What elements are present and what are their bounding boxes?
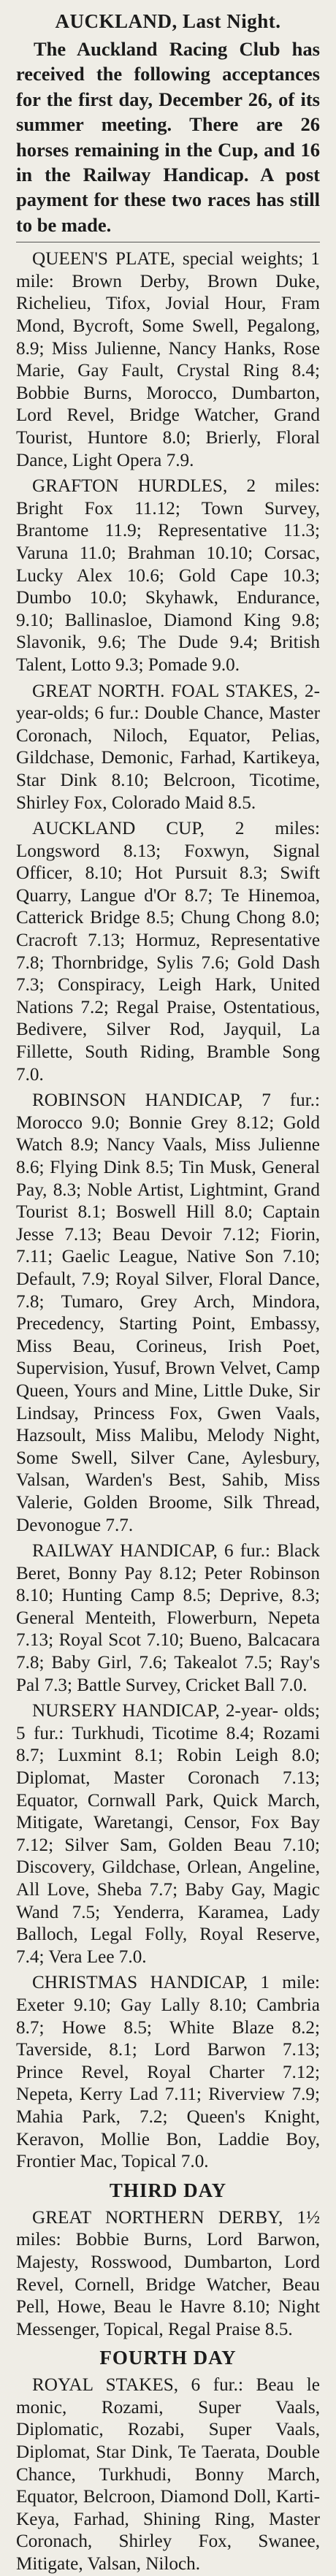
race-entries: 2-year-olds; 6 fur.: Double Chance, Master Coronach, Niloch, Equator, Pelias, Gildchase, Demonic, Farhad, Kartikeya, Star Dink 8.10; Belcroon, Ticotime, Shirley Fox, Colorado Maid 8.5. <box>16 681 320 813</box>
race-great-northern-derby <box>16 2207 320 2342</box>
race-heading: ROYAL STAKES, 6 fur.: Beau le <box>32 2375 320 2396</box>
race-entries: 8.13; Foxwyn, Signal Officer, 8.10; Hot Pursuit 8.3; Swift Quarry, Langue d'Or 8.7; Te Hinemoa, Catterick Bridge 8.5; Chung Chong 8.0; Cracroft 7.13; Hormuz, Representative 7.8; Thornbridge, Sylis 7.6; Gold Dash 7.3; Conspiracy, Leigh Hark, United Nations 7.2; Regal Praise, Ostentatious, Bedivere, Silver Rod, Jayquil, La Fillette, South Riding, Bramble Song 7.0. <box>16 841 320 1085</box>
race-heading: ROBINSON HANDICAP, 7 fur.: <box>32 1090 320 1111</box>
race-royal-stakes <box>16 2374 320 2575</box>
race-railway-handicap <box>16 1540 320 1697</box>
race-heading: CHRISTMAS HANDICAP, 1 mile: <box>32 1973 320 1993</box>
race-great-north-foal-stakes <box>16 681 320 815</box>
race-christmas-handicap <box>16 1972 320 2173</box>
race-grafton-hurdles <box>16 475 320 676</box>
race-heading: NURSERY HANDICAP, 2-year- <box>32 1701 279 1721</box>
race-heading: QUEEN'S PLATE, special weights; <box>32 249 304 270</box>
race-entries: Bright Fox 11.12; Town Survey, Brantome 11.9; Representative 11.3; Varuna 11.0; Brahman 10.10; Corsac, Lucky Alex 10.6; Gold Cape 10.3; Dumbo 10.0; Skyhawk, Endurance, 9.10; Ballinasloe, Diamond King 9.8; Slavonik, 9.6; The Dude 9.4; British Talent, Lotto 9.3; Pomade 9.0. <box>16 498 320 675</box>
race-heading: RAILWAY HANDICAP, 6 fur.: <box>32 1541 271 1562</box>
race-heading: GREAT NORTHERN DERBY, 1½ <box>32 2207 320 2228</box>
fourth-day-heading: FOURTH DAY <box>99 2347 237 2369</box>
race-entries: Morocco 9.0; Bonnie Grey 8.12; Gold Watch 8.9; Nancy Vaals, Miss Julienne 8.6; Flying Dink 8.5; Tin Musk, General Pay, 8.3; Noble Artist, Lightmint, Grand Tourist 8.1; Boswell Hill 8.0; Captain Jesse 7.13; Beau Devoir 7.12; Fiorin, 7.11; Gaelic League, Native Son 7.10; Default, 7.9; Royal Silver, Floral Dance, 7.8; Tumaro, Grey Arch, Mindora, Precedency, Starting Point, Embassy, Miss Beau, Corineus, Irish Poet, Supervision, Yusuf, Brown Velvet, Camp Queen, Yours and Mine, Little Duke, Sir Lindsay, Princess Fox, Gwen Vaals, Hazsoult, Miss Malibu, Melody Night, Some Swell, Silver Cane, Aylesbury, Valsan, Warden's Best, Sahib, Miss Valerie, Golden Broome, Silk Thread, Devonogue 7.7. <box>16 1112 320 1535</box>
race-heading: AUCKLAND CUP, 2 miles: Longsword <box>16 819 320 861</box>
race-entries: Black Beret, Bonny Pay 8.12; Peter Robinson 8.10; Hunting Camp 8.5; Deprive, 8.3; General Menteith, Flowerburn, Nepeta 7.13; Royal Scot 7.10; Bueno, Balcacara 7.8; Baby Girl, 7.6; Takealot 7.5; Ray's Pal 7.3; Battle Survey, Cricket Ball 7.0. <box>16 1541 320 1695</box>
race-auckland-cup <box>16 818 320 1086</box>
race-queens-plate <box>16 248 320 472</box>
race-nursery-handicap <box>16 1700 320 1968</box>
dateline: AUCKLAND, Last Night. <box>55 10 281 32</box>
race-entries: Exeter 9.10; Gay Lally 8.10; Cambria 8.7; Howe 8.5; White Blaze 8.2; Taverside, 8.1; Lord Barwon 7.13; Prince Revel, Royal Charter 7.12; Nepeta, Kerry Lad 7.11; Riverview 7.9; Mahia Park, 7.2; Queen's Knight, Keravon, Mollie Bon, Laddie Boy, Frontier Mac, Topical 7.0. <box>16 1995 320 2172</box>
race-heading: GRAFTON HURDLES, 2 miles: <box>32 476 320 497</box>
race-entries: monic, Rozami, Super Vaals, Diplomatic, Rozabi, Super Vaals, Diplomat, Star Dink, Te Taerata, Double Chance, Turkhudi, Bonny March, Equator, Belcroon, Diamond Doll, Karti-Keya, Farhad, Shining Ring, Master Coronach, Shirley Fox, Swanee, Mitigate, Valsan, Niloch. <box>16 2397 320 2575</box>
race-heading: GREAT NORTH. FOAL STAKES, <box>32 681 298 701</box>
race-entries: olds; 5 fur.: Turkhudi, Ticotime 8.4; Rozami 8.7; Luxmint 8.1; Robin Leigh 8.0; Diplomat, Master Coronach 7.13; Equator, Cornwall Park, Quick March, Mitigate, Waretangi, Censor, Fox Bay 7.12; Silver Sam, Golden Beau 7.10; Discovery, Gildchase, Orlean, Angeline, All Love, Sheba 7.7; Baby Gay, Magic Wand 7.5; Yenderra, Karamea, Lady Balloch, Legal Folly, Royal Reserve, 7.4; Vera Lee 7.0. <box>16 1701 320 1967</box>
race-entries: 1 mile: Brown Derby, Brown Duke, Richelieu, Tifox, Jovial Hour, Fram Mond, Bycroft, Some Swell, Pegalong, 8.9; Miss Julienne, Nancy Hanks, Rose Marie, Gay Fault, Crystal Ring 8.4; Bobbie Burns, Morocco, Dumbarton, Lord Revel, Bridge Watcher, Grand Tourist, Huntore 8.0; Brierly, Floral Dance, Light Opera 7.9. <box>16 249 320 470</box>
race-entries: miles: Bobbie Burns, Lord Barwon, Majesty, Rosswood, Dumbarton, Lord Revel, Cornell, Bridge Watcher, Beau Pell, Howe, Beau le Havre 8.10; Night Messenger, Topical, Regal Praise 8.5. <box>16 2230 320 2339</box>
race-robinson-handicap <box>16 1090 320 1537</box>
lead-paragraph: The Auckland Racing Club has received the following acceptances for the first day, December 26, of its summer meeting. There are 26 horses remaining in the Cup, and 16 in the Railway Handicap. A post payment for these two races has still to be made. <box>16 38 320 236</box>
third-day-heading: THIRD DAY <box>109 2179 227 2201</box>
